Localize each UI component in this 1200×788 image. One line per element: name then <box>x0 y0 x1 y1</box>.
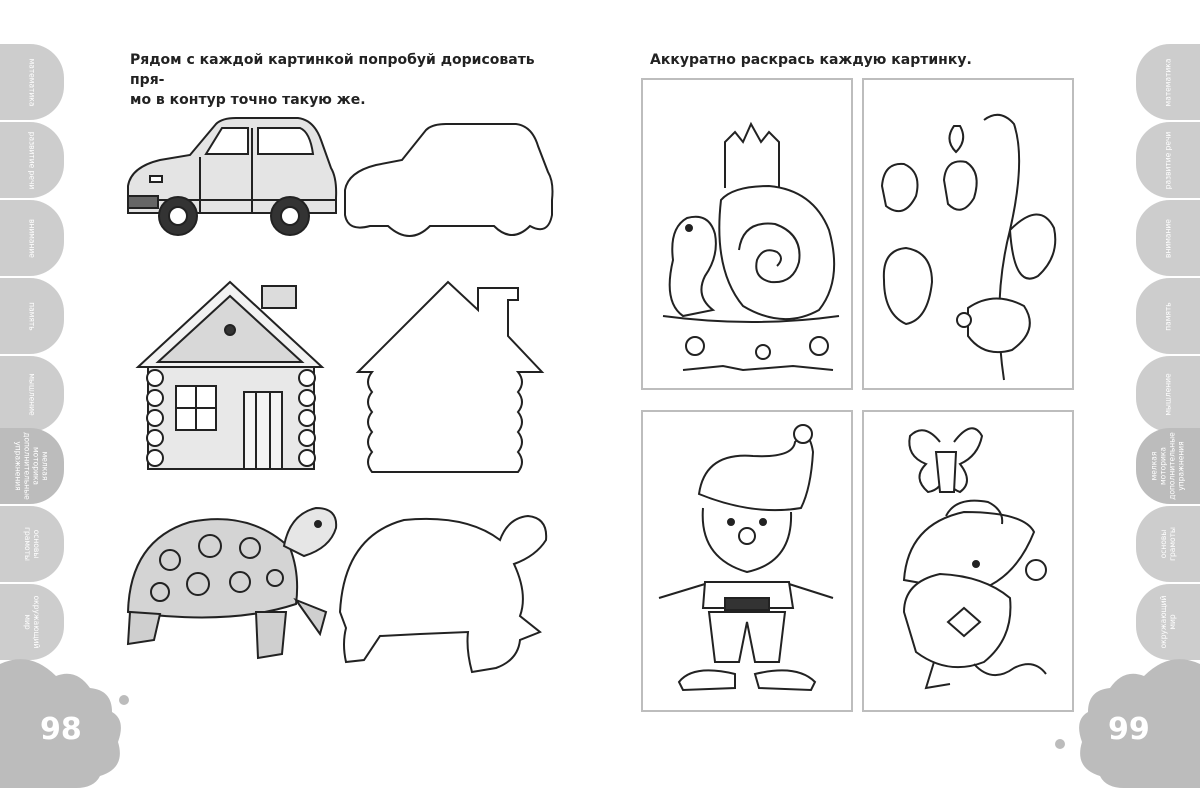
car-outline <box>345 124 553 236</box>
strawberry-plant <box>864 80 1072 388</box>
tab-label: окружающий мир <box>23 595 41 649</box>
tab-label: мышление <box>1163 372 1173 416</box>
house-drawing <box>138 282 322 469</box>
turtle-drawing <box>128 508 336 658</box>
gnome <box>643 412 851 710</box>
strawberry-plant-frame <box>862 78 1074 390</box>
right-instruction: Аккуратно раскрась каждую картинку. <box>650 52 972 68</box>
tab-label: мелкая моторика дополнительные упражнения <box>1150 432 1187 500</box>
tab-label: внимание <box>1163 218 1173 258</box>
left-instruction-line-1: Рядом с каждой картинкой попробуй дорисовать пря- <box>130 52 535 88</box>
house-outline <box>358 282 542 472</box>
tab-label: основы грамоты <box>23 527 41 561</box>
chick-with-hat <box>864 412 1072 710</box>
left-instruction-line-2: мо в контур точно такую же. <box>130 92 366 108</box>
snail-with-castle <box>643 80 851 388</box>
tab-label: математика <box>1163 58 1173 106</box>
chick-with-hat-frame <box>862 410 1074 712</box>
left-page-number: 98 <box>40 712 82 747</box>
car-drawing <box>128 118 336 235</box>
tab-label: память <box>1163 301 1173 331</box>
gnome-frame <box>641 410 853 712</box>
tab-label: внимание <box>27 218 37 258</box>
tab-label: память <box>27 301 37 331</box>
tab-label: мышление <box>27 372 37 416</box>
right-page-number: 99 <box>1108 712 1150 747</box>
turtle-outline <box>340 516 546 672</box>
snail-with-castle-frame <box>641 78 853 390</box>
tab-label: основы грамоты <box>1159 527 1177 561</box>
tab-label: развитие речи <box>27 131 37 189</box>
tab-label: развитие речи <box>1163 131 1173 189</box>
tab-label: мелкая моторика дополнительные упражнения <box>14 432 51 500</box>
tab-label: окружающий мир <box>1159 595 1177 649</box>
tab-label: математика <box>27 58 37 106</box>
